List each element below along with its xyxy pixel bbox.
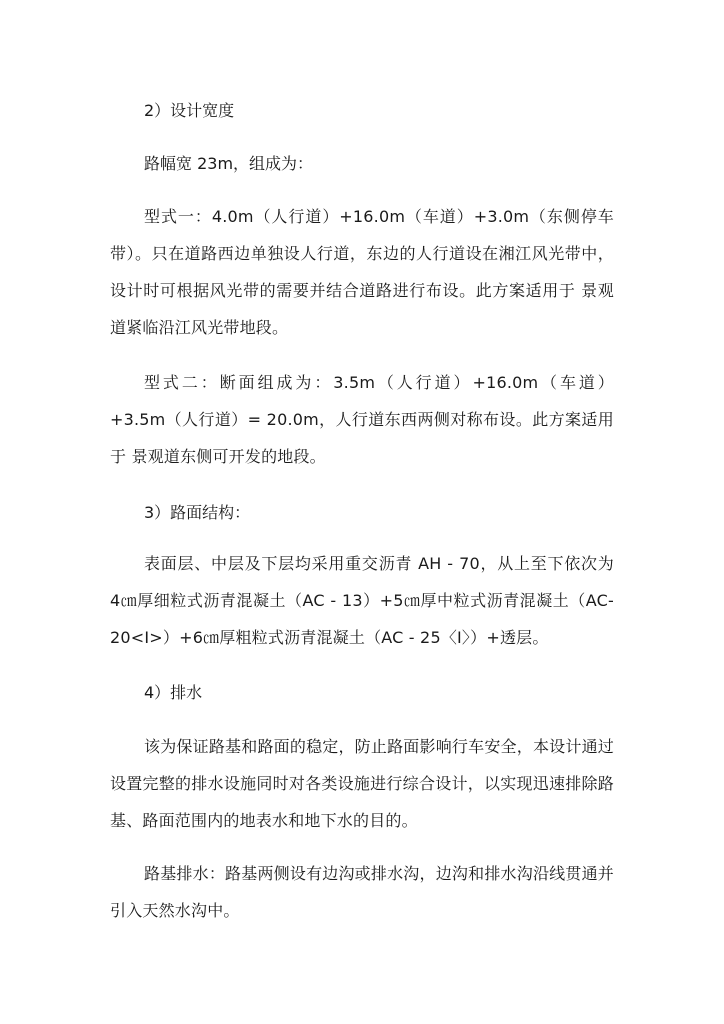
cross-section-type-two: 型式二：断面组成为：3.5m（人行道）+16.0m（车道）+3.5m（人行道）= 20.0m，人行道东西两侧对称布设。此方案适用于 景观道东侧可开发的地段。 [110, 373, 614, 466]
section-heading-drainage: 4）排水 [144, 683, 203, 702]
section-heading-pavement: 3）路面结构： [144, 503, 251, 522]
subgrade-drainage-text: 路基排水：路基两侧设有边沟或排水沟，边沟和排水沟沿线贯通并引入天然水沟中。 [110, 864, 614, 920]
drainage-text: 该为保证路基和路面的稳定，防止路面影响行车安全，本设计通过设置完整的排水设施同时对各类设施进行综合设计，以实现迅速排除路基、路面范围内的地表水和地下水的目的。 [110, 737, 614, 830]
pavement-structure-text: 表面层、中层及下层均采用重交沥青 AH - 70，从上至下依次为 4㎝厚细粒式沥青混凝土（AC - 13）+5㎝厚中粒式沥青混凝土（AC-20<I>）+6㎝厚粗粒式沥青混凝土（AC - 25〈I〉）+透层。 [110, 554, 614, 647]
section-heading-design-width: 2）设计宽度 [144, 101, 235, 120]
cross-section-type-one: 型式一：4.0m（人行道）+16.0m（车道）+3.0m（东侧停车带）。只在道路西边单独设人行道，东边的人行道设在湘江风光带中，设计时可根据风光带的需要并结合道路进行布设。此方案适用于 景观道紧临沿江风光带地段。 [110, 207, 614, 337]
road-width-intro: 路幅宽 23m，组成为： [144, 154, 314, 173]
